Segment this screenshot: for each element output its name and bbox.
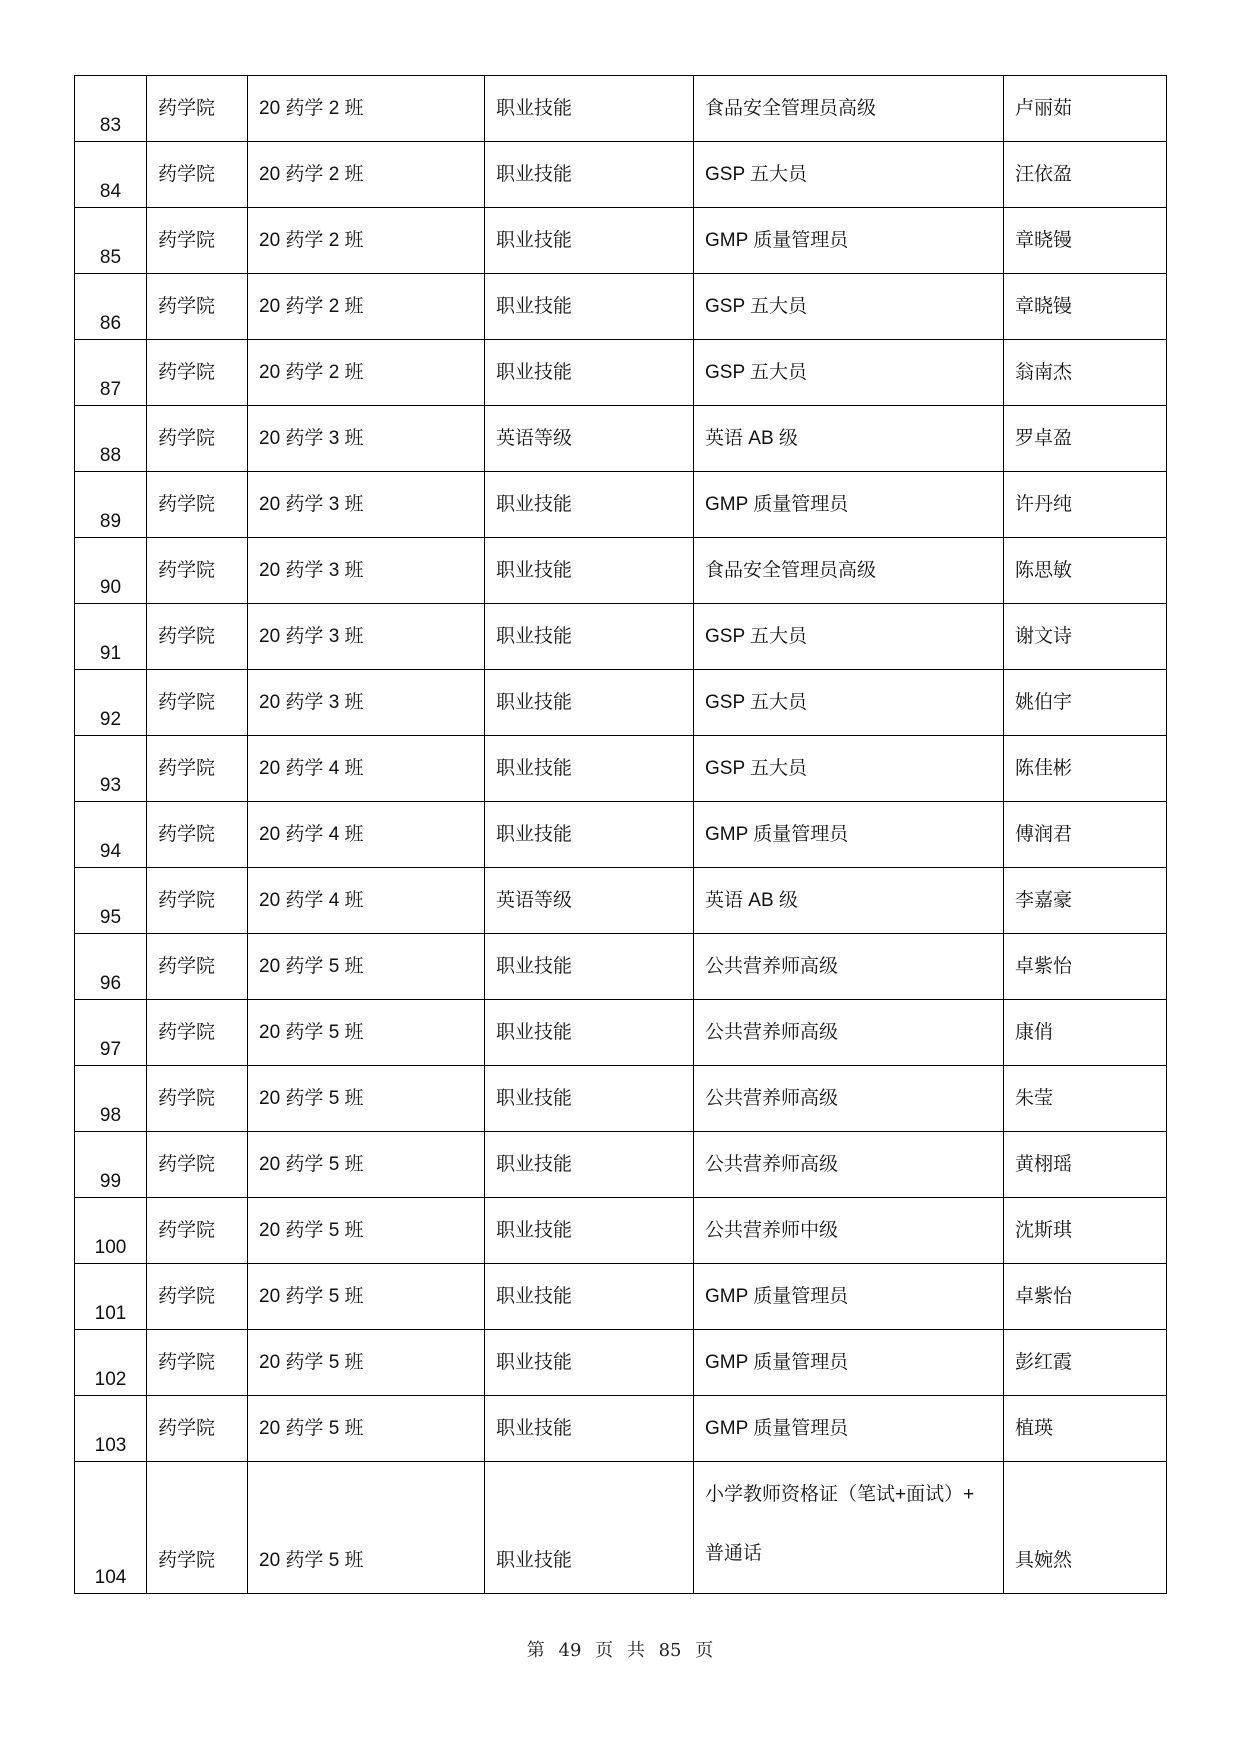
certificate-cell bbox=[694, 868, 1004, 934]
certificate: GSP 五大员 bbox=[705, 758, 808, 779]
college: 药学院 bbox=[158, 1418, 216, 1439]
class-name: 20 药学 3 班 bbox=[259, 626, 364, 647]
row-number: 86 bbox=[99, 313, 122, 334]
row-number-cell bbox=[75, 76, 147, 142]
table-row bbox=[75, 406, 1167, 472]
student-name: 傅润君 bbox=[1015, 824, 1073, 845]
student-name: 卢丽茹 bbox=[1015, 98, 1073, 119]
class-name-cell bbox=[248, 340, 485, 406]
class-name: 20 药学 2 班 bbox=[259, 230, 364, 251]
class-name-cell bbox=[248, 1066, 485, 1132]
student-name-cell bbox=[1004, 604, 1167, 670]
college: 药学院 bbox=[158, 1352, 216, 1373]
certificate-cell bbox=[694, 1462, 1004, 1594]
category: 职业技能 bbox=[496, 230, 573, 251]
student-name-cell bbox=[1004, 868, 1167, 934]
table-row bbox=[75, 1462, 1167, 1594]
certificate: 英语 AB 级 bbox=[705, 890, 798, 911]
class-name-cell bbox=[248, 1198, 485, 1264]
college: 药学院 bbox=[158, 890, 216, 911]
class-name-cell bbox=[248, 1264, 485, 1330]
college-cell bbox=[147, 934, 248, 1000]
row-number: 97 bbox=[99, 1039, 122, 1060]
class-name-cell bbox=[248, 76, 485, 142]
row-number: 102 bbox=[94, 1369, 127, 1390]
category: 职业技能 bbox=[496, 98, 573, 119]
category-cell bbox=[485, 538, 694, 604]
row-number-cell bbox=[75, 1000, 147, 1066]
row-number-cell bbox=[75, 1330, 147, 1396]
class-name: 20 药学 2 班 bbox=[259, 98, 364, 119]
college: 药学院 bbox=[158, 560, 216, 581]
category-cell bbox=[485, 340, 694, 406]
certificate: 公共营养师高级 bbox=[705, 1088, 839, 1109]
college: 药学院 bbox=[158, 164, 216, 185]
student-name: 章晓镘 bbox=[1015, 230, 1073, 251]
student-name-cell bbox=[1004, 1462, 1167, 1594]
class-name: 20 药学 3 班 bbox=[259, 428, 364, 449]
college-cell bbox=[147, 736, 248, 802]
certificate: 公共营养师高级 bbox=[705, 1154, 839, 1175]
row-number-cell bbox=[75, 1396, 147, 1462]
certificate-cell bbox=[694, 1198, 1004, 1264]
student-name-cell bbox=[1004, 406, 1167, 472]
table-body bbox=[75, 76, 1167, 1594]
row-number-cell bbox=[75, 736, 147, 802]
student-name: 罗卓盈 bbox=[1015, 428, 1073, 449]
college-cell bbox=[147, 868, 248, 934]
table-row bbox=[75, 670, 1167, 736]
class-name-cell bbox=[248, 736, 485, 802]
class-name-cell bbox=[248, 1330, 485, 1396]
student-name-cell bbox=[1004, 1198, 1167, 1264]
college: 药学院 bbox=[158, 1154, 216, 1175]
student-name: 康俏 bbox=[1015, 1022, 1054, 1043]
class-name-cell bbox=[248, 208, 485, 274]
student-name-cell bbox=[1004, 1132, 1167, 1198]
certificate: GMP 质量管理员 bbox=[705, 1418, 849, 1439]
category-cell bbox=[485, 604, 694, 670]
certificate-cell bbox=[694, 1132, 1004, 1198]
college: 药学院 bbox=[158, 428, 216, 449]
category: 职业技能 bbox=[496, 1088, 573, 1109]
class-name-cell bbox=[248, 538, 485, 604]
certificate-cell bbox=[694, 670, 1004, 736]
row-number-cell bbox=[75, 472, 147, 538]
category-cell bbox=[485, 1462, 694, 1594]
class-name-cell bbox=[248, 934, 485, 1000]
row-number: 101 bbox=[94, 1303, 127, 1324]
category-cell bbox=[485, 76, 694, 142]
table-row bbox=[75, 208, 1167, 274]
certificate: 公共营养师中级 bbox=[705, 1220, 839, 1241]
row-number-cell bbox=[75, 208, 147, 274]
class-name-cell bbox=[248, 406, 485, 472]
table-row bbox=[75, 538, 1167, 604]
category-cell bbox=[485, 1066, 694, 1132]
certificate: GMP 质量管理员 bbox=[705, 1352, 849, 1373]
table-row bbox=[75, 1000, 1167, 1066]
class-name: 20 药学 2 班 bbox=[259, 362, 364, 383]
college: 药学院 bbox=[158, 1550, 216, 1571]
student-name: 汪依盈 bbox=[1015, 164, 1073, 185]
row-number-cell bbox=[75, 340, 147, 406]
class-cell bbox=[248, 1462, 485, 1594]
student-name: 卓紫怡 bbox=[1015, 1286, 1073, 1307]
category-cell bbox=[485, 1396, 694, 1462]
student-name: 陈思敏 bbox=[1015, 560, 1073, 581]
table-row bbox=[75, 1066, 1167, 1132]
college: 药学院 bbox=[158, 692, 216, 713]
certificate: GMP 质量管理员 bbox=[705, 230, 849, 251]
category: 英语等级 bbox=[496, 428, 573, 449]
certificate: GSP 五大员 bbox=[705, 362, 808, 383]
row-number: 83 bbox=[99, 115, 122, 136]
college-cell bbox=[147, 1264, 248, 1330]
student-name: 姚伯宇 bbox=[1015, 692, 1073, 713]
category: 英语等级 bbox=[496, 890, 573, 911]
row-number: 96 bbox=[99, 973, 122, 994]
college: 药学院 bbox=[158, 1286, 216, 1307]
category: 职业技能 bbox=[496, 1286, 573, 1307]
category: 职业技能 bbox=[496, 956, 573, 977]
class-name: 20 药学 4 班 bbox=[259, 758, 364, 779]
certificate-cell bbox=[694, 1000, 1004, 1066]
class-name-cell bbox=[248, 1132, 485, 1198]
student-name-cell bbox=[1004, 1066, 1167, 1132]
category: 职业技能 bbox=[496, 1022, 573, 1043]
table-row bbox=[75, 736, 1167, 802]
student-name-cell bbox=[1004, 934, 1167, 1000]
certificate-line-2: 普通话 bbox=[705, 1543, 763, 1564]
category: 职业技能 bbox=[496, 1550, 573, 1571]
row-number: 99 bbox=[99, 1171, 122, 1192]
table-row bbox=[75, 1264, 1167, 1330]
college: 药学院 bbox=[158, 626, 216, 647]
student-name: 陈佳彬 bbox=[1015, 758, 1073, 779]
student-name-cell bbox=[1004, 802, 1167, 868]
student-name-cell bbox=[1004, 340, 1167, 406]
student-name-cell bbox=[1004, 1396, 1167, 1462]
college-cell bbox=[147, 802, 248, 868]
class-name: 20 药学 3 班 bbox=[259, 560, 364, 581]
class-name-cell bbox=[248, 670, 485, 736]
category: 职业技能 bbox=[496, 560, 573, 581]
page-footer: 第 49 页 共 85 页 bbox=[526, 1640, 714, 1661]
student-name: 卓紫怡 bbox=[1015, 956, 1073, 977]
category-cell bbox=[485, 934, 694, 1000]
certificate-cell bbox=[694, 208, 1004, 274]
category: 职业技能 bbox=[496, 164, 573, 185]
category-cell bbox=[485, 802, 694, 868]
class-name: 20 药学 5 班 bbox=[259, 1352, 364, 1373]
college: 药学院 bbox=[158, 956, 216, 977]
row-number: 91 bbox=[99, 643, 122, 664]
college: 药学院 bbox=[158, 1022, 216, 1043]
table-row bbox=[75, 604, 1167, 670]
class-name-cell bbox=[248, 472, 485, 538]
class-name: 20 药学 5 班 bbox=[259, 1220, 364, 1241]
row-number-cell bbox=[75, 1264, 147, 1330]
table-row bbox=[75, 1330, 1167, 1396]
certificate: GSP 五大员 bbox=[705, 296, 808, 317]
table-row bbox=[75, 868, 1167, 934]
student-name-cell bbox=[1004, 208, 1167, 274]
student-name-cell bbox=[1004, 142, 1167, 208]
certificate-line-1: 小学教师资格证（笔试+面试）+ bbox=[705, 1484, 975, 1505]
class-name-cell bbox=[248, 868, 485, 934]
college-cell bbox=[147, 274, 248, 340]
class-name: 20 药学 3 班 bbox=[259, 494, 364, 515]
row-number-cell bbox=[75, 142, 147, 208]
college-cell bbox=[147, 406, 248, 472]
certificate: 公共营养师高级 bbox=[705, 956, 839, 977]
college-cell bbox=[147, 1000, 248, 1066]
table-row bbox=[75, 1132, 1167, 1198]
category-cell bbox=[485, 1198, 694, 1264]
student-name-cell bbox=[1004, 736, 1167, 802]
certificate-cell bbox=[694, 538, 1004, 604]
certificate: GSP 五大员 bbox=[705, 626, 808, 647]
class-name-cell bbox=[248, 604, 485, 670]
row-number-cell bbox=[75, 1066, 147, 1132]
class-name: 20 药学 5 班 bbox=[259, 1550, 364, 1571]
certificate: GMP 质量管理员 bbox=[705, 494, 849, 515]
student-name: 许丹纯 bbox=[1015, 494, 1073, 515]
student-name: 沈斯琪 bbox=[1015, 1220, 1073, 1241]
category-cell bbox=[485, 274, 694, 340]
certificate-cell bbox=[694, 736, 1004, 802]
table-row bbox=[75, 934, 1167, 1000]
class-name-cell bbox=[248, 802, 485, 868]
certificate-cell bbox=[694, 934, 1004, 1000]
certificate-cell bbox=[694, 1396, 1004, 1462]
row-number: 90 bbox=[99, 577, 122, 598]
row-number-cell bbox=[75, 868, 147, 934]
category-cell bbox=[485, 1000, 694, 1066]
category: 职业技能 bbox=[496, 758, 573, 779]
college: 药学院 bbox=[158, 494, 216, 515]
row-number: 103 bbox=[94, 1435, 127, 1456]
category-cell bbox=[485, 670, 694, 736]
certificate-table bbox=[74, 75, 1167, 1594]
class-name: 20 药学 5 班 bbox=[259, 956, 364, 977]
student-name: 具婉然 bbox=[1015, 1550, 1073, 1571]
row-number-cell bbox=[75, 802, 147, 868]
certificate: GMP 质量管理员 bbox=[705, 1286, 849, 1307]
college-cell bbox=[147, 538, 248, 604]
row-number: 100 bbox=[94, 1237, 127, 1258]
class-name-cell bbox=[248, 142, 485, 208]
category-cell bbox=[485, 142, 694, 208]
college-cell bbox=[147, 340, 248, 406]
class-name: 20 药学 3 班 bbox=[259, 692, 364, 713]
college-cell bbox=[147, 208, 248, 274]
student-name: 朱莹 bbox=[1015, 1088, 1054, 1109]
certificate: 食品安全管理员高级 bbox=[705, 560, 877, 581]
category-cell bbox=[485, 406, 694, 472]
row-number: 85 bbox=[99, 247, 122, 268]
college: 药学院 bbox=[158, 230, 216, 251]
college: 药学院 bbox=[158, 362, 216, 383]
student-name-cell bbox=[1004, 670, 1167, 736]
category: 职业技能 bbox=[496, 362, 573, 383]
category-cell bbox=[485, 1264, 694, 1330]
category: 职业技能 bbox=[496, 1418, 573, 1439]
college: 药学院 bbox=[158, 758, 216, 779]
college: 药学院 bbox=[158, 98, 216, 119]
certificate-cell bbox=[694, 274, 1004, 340]
college: 药学院 bbox=[158, 1088, 216, 1109]
row-number-cell bbox=[75, 1462, 147, 1594]
row-number: 93 bbox=[99, 775, 122, 796]
class-name: 20 药学 5 班 bbox=[259, 1088, 364, 1109]
college-cell bbox=[147, 1330, 248, 1396]
row-number-cell bbox=[75, 670, 147, 736]
category: 职业技能 bbox=[496, 626, 573, 647]
row-number-cell bbox=[75, 604, 147, 670]
category: 职业技能 bbox=[496, 692, 573, 713]
class-name: 20 药学 5 班 bbox=[259, 1154, 364, 1175]
college: 药学院 bbox=[158, 296, 216, 317]
table-row bbox=[75, 274, 1167, 340]
college: 药学院 bbox=[158, 824, 216, 845]
certificate: GSP 五大员 bbox=[705, 692, 808, 713]
college-cell bbox=[147, 1198, 248, 1264]
student-name: 彭红霞 bbox=[1015, 1352, 1073, 1373]
class-name: 20 药学 5 班 bbox=[259, 1022, 364, 1043]
college-cell bbox=[147, 142, 248, 208]
class-name: 20 药学 5 班 bbox=[259, 1418, 364, 1439]
student-name-cell bbox=[1004, 1264, 1167, 1330]
certificate-cell bbox=[694, 406, 1004, 472]
class-name: 20 药学 4 班 bbox=[259, 890, 364, 911]
certificate-cell bbox=[694, 472, 1004, 538]
certificate-cell bbox=[694, 76, 1004, 142]
college-cell bbox=[147, 1462, 248, 1594]
category: 职业技能 bbox=[496, 1352, 573, 1373]
category-cell bbox=[485, 1330, 694, 1396]
row-number-cell bbox=[75, 274, 147, 340]
table-row bbox=[75, 1198, 1167, 1264]
row-number: 92 bbox=[99, 709, 122, 730]
class-name: 20 药学 5 班 bbox=[259, 1286, 364, 1307]
student-name: 李嘉豪 bbox=[1015, 890, 1073, 911]
student-name-cell bbox=[1004, 274, 1167, 340]
row-number-cell bbox=[75, 1198, 147, 1264]
category: 职业技能 bbox=[496, 1220, 573, 1241]
class-name: 20 药学 2 班 bbox=[259, 296, 364, 317]
category: 职业技能 bbox=[496, 824, 573, 845]
college-cell bbox=[147, 670, 248, 736]
certificate-cell bbox=[694, 802, 1004, 868]
table-row bbox=[75, 472, 1167, 538]
row-number: 84 bbox=[99, 181, 122, 202]
class-name-cell bbox=[248, 274, 485, 340]
row-number: 98 bbox=[99, 1105, 122, 1126]
certificate: GSP 五大员 bbox=[705, 164, 808, 185]
certificate: 公共营养师高级 bbox=[705, 1022, 839, 1043]
college-cell bbox=[147, 1132, 248, 1198]
certificate-cell bbox=[694, 1330, 1004, 1396]
category-cell bbox=[485, 1132, 694, 1198]
category-cell bbox=[485, 868, 694, 934]
certificate: 英语 AB 级 bbox=[705, 428, 798, 449]
certificate-cell bbox=[694, 1264, 1004, 1330]
class-name-cell bbox=[248, 1396, 485, 1462]
row-number: 87 bbox=[99, 379, 122, 400]
college: 药学院 bbox=[158, 1220, 216, 1241]
table-row bbox=[75, 1396, 1167, 1462]
row-number: 89 bbox=[99, 511, 122, 532]
student-name: 章晓镘 bbox=[1015, 296, 1073, 317]
college-cell bbox=[147, 76, 248, 142]
student-name: 黄栩瑶 bbox=[1015, 1154, 1073, 1175]
student-name: 植瑛 bbox=[1015, 1418, 1054, 1439]
student-name-cell bbox=[1004, 76, 1167, 142]
certificate: GMP 质量管理员 bbox=[705, 824, 849, 845]
row-number: 104 bbox=[94, 1567, 127, 1588]
student-name-cell bbox=[1004, 472, 1167, 538]
class-name: 20 药学 4 班 bbox=[259, 824, 364, 845]
category-cell bbox=[485, 208, 694, 274]
student-name: 翁南杰 bbox=[1015, 362, 1073, 383]
row-number-cell bbox=[75, 934, 147, 1000]
college-cell bbox=[147, 1396, 248, 1462]
student-name-cell bbox=[1004, 1330, 1167, 1396]
student-name-cell bbox=[1004, 1000, 1167, 1066]
certificate-cell bbox=[694, 142, 1004, 208]
student-name-cell bbox=[1004, 538, 1167, 604]
college-cell bbox=[147, 1066, 248, 1132]
certificate-cell bbox=[694, 340, 1004, 406]
row-number: 88 bbox=[99, 445, 122, 466]
row-number-cell bbox=[75, 538, 147, 604]
student-name: 谢文诗 bbox=[1015, 626, 1073, 647]
row-number: 95 bbox=[99, 907, 122, 928]
class-name-cell bbox=[248, 1000, 485, 1066]
category: 职业技能 bbox=[496, 1154, 573, 1175]
college-cell bbox=[147, 472, 248, 538]
category-cell bbox=[485, 472, 694, 538]
category-cell bbox=[485, 736, 694, 802]
class-name: 20 药学 2 班 bbox=[259, 164, 364, 185]
certificate: 食品安全管理员高级 bbox=[705, 98, 877, 119]
certificate-cell bbox=[694, 604, 1004, 670]
table-row bbox=[75, 802, 1167, 868]
table-row bbox=[75, 340, 1167, 406]
table-row bbox=[75, 76, 1167, 142]
row-number: 94 bbox=[99, 841, 122, 862]
row-number-cell bbox=[75, 1132, 147, 1198]
table-row bbox=[75, 142, 1167, 208]
college-cell bbox=[147, 604, 248, 670]
row-number-cell bbox=[75, 406, 147, 472]
certificate-cell bbox=[694, 1066, 1004, 1132]
category: 职业技能 bbox=[496, 494, 573, 515]
category: 职业技能 bbox=[496, 296, 573, 317]
